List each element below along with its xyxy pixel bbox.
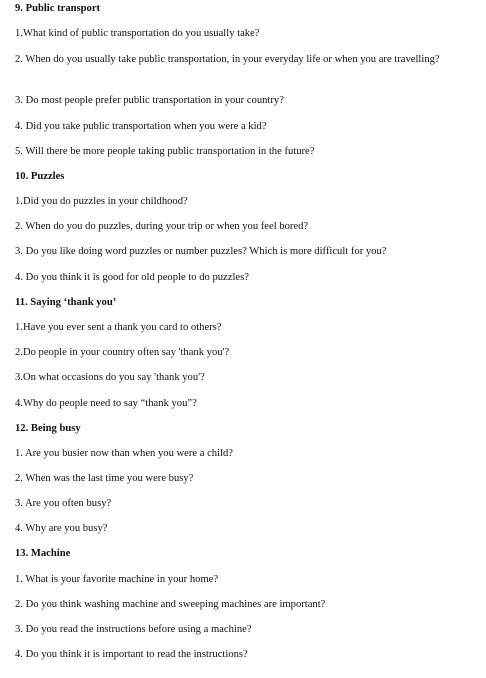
question-item: 1. What is your favorite machine in your home? xyxy=(15,574,219,585)
question-item: 2. When was the last time you were busy? xyxy=(15,473,194,484)
question-item: 4.Why do people need to say “thank you”? xyxy=(15,398,197,409)
question-item: 3. Do most people prefer public transportation in your country? xyxy=(15,95,284,106)
question-item: 1.Have you ever sent a thank you card to others? xyxy=(15,322,222,333)
question-item: 3.On what occasions do you say 'thank you'? xyxy=(15,372,205,383)
question-item: 3. Are you often busy? xyxy=(15,498,112,509)
question-item: 3. Do you like doing word puzzles or number puzzles? Which is more difficult for you? xyxy=(15,246,387,257)
question-item: 1. Are you busier now than when you were a child? xyxy=(15,448,233,459)
section-heading: 10. Puzzles xyxy=(15,171,65,182)
section-heading: 11. Saying ‘thank you’ xyxy=(15,297,117,308)
question-item: 2. When do you usually take public transportation, in your everyday life or when you are travelling? xyxy=(15,54,440,65)
question-item: 2. When do you do puzzles, during your trip or when you feel bored? xyxy=(15,221,309,232)
question-item: 4. Why are you busy? xyxy=(15,523,108,534)
question-item: 5. Will there be more people taking public transportation in the future? xyxy=(15,146,315,157)
question-item: 2. Do you think washing machine and sweeping machines are important? xyxy=(15,599,326,610)
question-item: 2.Do people in your country often say 'thank you'? xyxy=(15,347,230,358)
section-heading: 13. Machine xyxy=(15,548,71,559)
question-item: 1.What kind of public transportation do you usually take? xyxy=(15,28,260,39)
question-item: 3. Do you read the instructions before using a machine? xyxy=(15,624,252,635)
section-heading: 12. Being busy xyxy=(15,423,81,434)
question-item: 1.Did you do puzzles in your childhood? xyxy=(15,196,188,207)
question-item: 4. Did you take public transportation when you were a kid? xyxy=(15,121,267,132)
question-item: 4. Do you think it is important to read the instructions? xyxy=(15,649,248,660)
question-item: 4. Do you think it is good for old people to do puzzles? xyxy=(15,272,249,283)
section-heading: 9. Public transport xyxy=(15,3,101,14)
